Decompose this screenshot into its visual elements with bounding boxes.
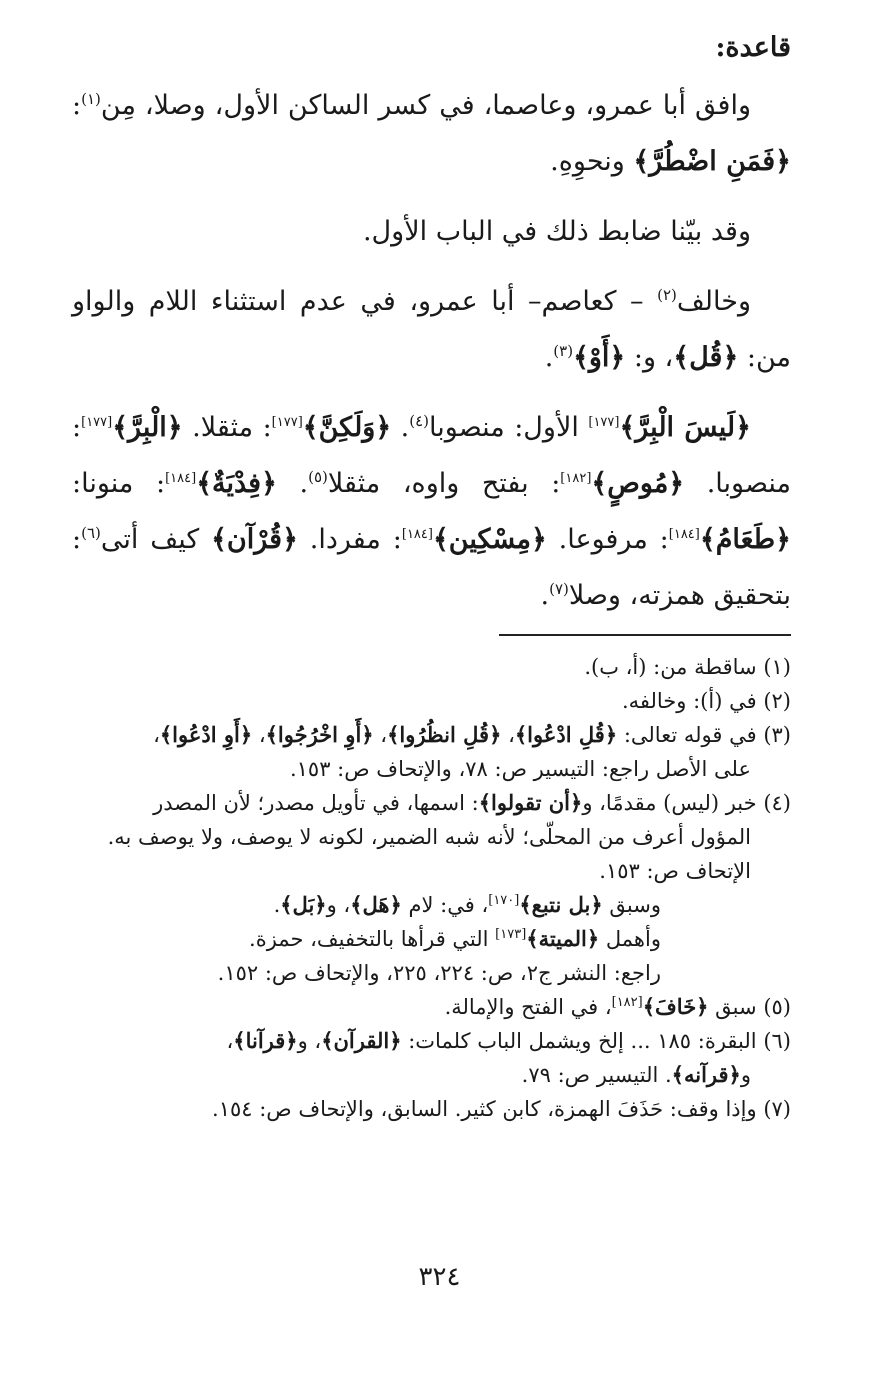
quran-quote: ﴿قُرْآن﴾ bbox=[211, 524, 298, 555]
footnote-text: وإذا وقف: حَذَفَ الهمزة، كابن كثير. السابق، والإتحاف ص: ١٥٤. bbox=[212, 1097, 757, 1121]
footnote-text: ساقطة من: (أ، ب). bbox=[584, 655, 757, 679]
footnote-6-line-2 bbox=[72, 1058, 791, 1092]
footnote-text: وأهمل bbox=[605, 927, 661, 951]
paragraph-2: وقد بيّنا ضابط ذلك في الباب الأول. bbox=[362, 216, 751, 247]
quran-quote: ﴿مِسْكِين﴾ bbox=[432, 524, 547, 555]
footnote-2 bbox=[72, 684, 791, 718]
footnote-ref-5[interactable]: (٥) bbox=[308, 468, 328, 486]
footnote-text: سبق bbox=[715, 995, 757, 1019]
paragraph-text: وخالف bbox=[676, 286, 751, 317]
paragraph-text: كيف أتى bbox=[100, 524, 200, 555]
footnote-7 bbox=[72, 1092, 791, 1126]
footnotes bbox=[72, 650, 791, 1126]
footnote-number: (٦) bbox=[763, 1029, 791, 1053]
quran-quote: ﴿مُوصٍ﴾ bbox=[591, 468, 685, 499]
paragraph-text: . bbox=[299, 468, 309, 499]
quran-quote: ﴿قرآنا﴾ bbox=[233, 1028, 298, 1053]
paragraph-3 bbox=[72, 274, 791, 386]
paragraph-text: : بفتح واوه، مثقلا bbox=[327, 468, 561, 499]
verse-number: [١٨٤] bbox=[668, 527, 700, 542]
footnote-ref-7[interactable]: (٧) bbox=[549, 580, 569, 598]
footnote-text: في (أ): وخالفه. bbox=[621, 689, 757, 713]
footnote-4-line-2: المؤول أعرف من المحلّى؛ لأنه شبه الضمير، لكونه لا يوصف، ولا يوصف به. bbox=[107, 825, 751, 849]
footnote-text: ، و bbox=[326, 893, 351, 917]
footnote-text: ، bbox=[226, 1029, 234, 1053]
footnote-5 bbox=[72, 990, 791, 1024]
footnote-number: (٥) bbox=[763, 995, 791, 1019]
quran-quote: ﴿هَل﴾ bbox=[350, 892, 402, 917]
verse-number: [١٨٢] bbox=[560, 471, 592, 486]
paragraph-text: : بتحقيق همزته، وصلا bbox=[72, 524, 791, 611]
footnote-4 bbox=[72, 786, 791, 820]
footnote-text: . bbox=[273, 893, 281, 917]
footnote-3 bbox=[72, 718, 791, 752]
footnote-3-line-2: على الأصل راجع: التيسير ص: ٧٨، والإتحاف ص: ١٥٣. bbox=[289, 757, 751, 781]
footnote-text: : اسمها، في تأويل مصدر؛ لأن المصدر bbox=[153, 791, 479, 815]
footnote-text: و bbox=[740, 1063, 751, 1087]
footnote-ref-1[interactable]: (١) bbox=[81, 90, 101, 108]
footnote-4-line-3: الإتحاف ص: ١٥٣. bbox=[599, 859, 751, 883]
quran-quote: ﴿قُلِ ادْعُوا﴾ bbox=[514, 722, 618, 747]
quran-quote: ﴿أَوِ ادْعُوا﴾ bbox=[159, 722, 253, 747]
quran-quote: ﴿قُل﴾ bbox=[673, 342, 739, 373]
verse-number: [١٧٣] bbox=[495, 927, 527, 942]
footnote-number: (٣) bbox=[763, 723, 791, 747]
footnote-divider bbox=[499, 634, 791, 636]
footnote-text: ، bbox=[508, 723, 515, 747]
footnote-text: ، bbox=[153, 723, 160, 747]
paragraph-text: : مفردا. bbox=[309, 524, 402, 555]
verse-number: [١٨٤] bbox=[401, 527, 433, 542]
footnote-text: وسبق bbox=[609, 893, 661, 917]
quran-quote: ﴿أَوْ﴾ bbox=[573, 342, 626, 373]
footnote-ref-2[interactable]: (٢) bbox=[657, 286, 677, 304]
quran-quote: ﴿أَوِ اخْرُجُوا﴾ bbox=[265, 722, 374, 747]
paragraph-text: ، و: bbox=[633, 342, 674, 373]
footnote-text: في قوله تعالى: bbox=[623, 723, 757, 747]
paragraph-1 bbox=[72, 78, 791, 190]
footnote-text: ، bbox=[258, 723, 266, 747]
footnote-text: خبر (ليس) مقدمًا، و bbox=[582, 791, 757, 815]
page-body bbox=[72, 28, 791, 1126]
footnote-ref-4[interactable]: (٤) bbox=[409, 412, 430, 430]
verse-number: [١٧٧] bbox=[588, 415, 620, 430]
footnote-text: البقرة: ١٨٥ ... إلخ ويشمل الباب كلمات: bbox=[408, 1029, 757, 1053]
quran-quote: ﴿فَمَنِ اضْطُرَّ﴾ bbox=[633, 146, 791, 177]
quran-quote: ﴿قرآنه﴾ bbox=[671, 1062, 741, 1087]
footnote-text: ، في الفتح والإمالة. bbox=[444, 995, 612, 1019]
footnote-text: ، bbox=[380, 723, 388, 747]
paragraph-text: : منصوبا. bbox=[72, 412, 791, 499]
verse-number: [١٨٤] bbox=[165, 471, 197, 486]
paragraph-text: . bbox=[544, 342, 554, 373]
footnote-4-line-6: راجع: النشر ج٢، ص: ٢٢٤، ٢٢٥، والإتحاف ص: ١٥٢. bbox=[217, 961, 661, 985]
quran-quote: ﴿طَعَامُ﴾ bbox=[699, 524, 791, 555]
section-heading: قاعدة: bbox=[715, 32, 791, 63]
footnote-text: ، في: لام bbox=[408, 893, 489, 917]
quran-quote: ﴿بَل﴾ bbox=[280, 892, 327, 917]
paragraph-text: . bbox=[540, 580, 550, 611]
paragraph-text: – كعاصم– أبا عمرو، في عدم استثناء اللام والواو من: bbox=[72, 286, 791, 373]
quran-quote: ﴿الْبِرَّ﴾ bbox=[112, 412, 183, 443]
footnote-6 bbox=[72, 1024, 791, 1058]
quran-quote: ﴿قُلِ انظُرُوا﴾ bbox=[387, 722, 502, 747]
footnote-number: (٧) bbox=[763, 1097, 791, 1121]
quran-quote: ﴿لَيسَ الْبِرَّ﴾ bbox=[619, 412, 751, 443]
verse-number: [١٧٧] bbox=[81, 415, 113, 430]
paragraph-text: . bbox=[400, 412, 410, 443]
quran-quote: ﴿فِدْيَةٌ﴾ bbox=[196, 468, 277, 499]
quran-quote: ﴿الميتة﴾ bbox=[526, 926, 600, 951]
paragraph-text: : bbox=[72, 90, 82, 121]
footnote-number: (١) bbox=[763, 655, 791, 679]
verse-number: [١٨٢] bbox=[611, 995, 643, 1010]
verse-number: [١٧٠] bbox=[488, 893, 520, 908]
footnote-1 bbox=[72, 650, 791, 684]
paragraph-4 bbox=[72, 400, 791, 624]
quran-quote: ﴿القرآن﴾ bbox=[321, 1028, 402, 1053]
footnote-text: التي قرأها بالتخفيف، حمزة. bbox=[249, 927, 489, 951]
footnote-text: . التيسير ص: ٧٩. bbox=[521, 1063, 672, 1087]
footnote-4-line-4 bbox=[72, 888, 791, 922]
paragraph-text: الأول: منصوبا bbox=[429, 412, 579, 443]
verse-number: [١٧٧] bbox=[271, 415, 303, 430]
footnote-ref-6[interactable]: (٦) bbox=[81, 524, 101, 542]
paragraph-text: : منونا: bbox=[72, 468, 166, 499]
quran-quote: ﴿خَافَ﴾ bbox=[642, 994, 709, 1019]
footnote-number: (٢) bbox=[763, 689, 791, 713]
footnote-ref-3[interactable]: (٣) bbox=[553, 342, 574, 360]
page-number: ٣٢٤ bbox=[418, 1262, 461, 1292]
paragraph-text: : مثقلا. bbox=[192, 412, 272, 443]
paragraph-text: وافق أبا عمرو، وعاصما، في كسر الساكن الأول، وصلا، مِن bbox=[100, 90, 751, 121]
quran-quote: ﴿وَلَكِنَّ﴾ bbox=[302, 412, 392, 443]
paragraph-text: ونحوِهِ. bbox=[550, 146, 625, 177]
quran-quote: ﴿بل نتبع﴾ bbox=[519, 892, 603, 917]
footnote-number: (٤) bbox=[763, 791, 791, 815]
quran-quote: ﴿أن تقولوا﴾ bbox=[478, 790, 583, 815]
footnote-4-line-5 bbox=[72, 922, 791, 956]
footnote-text: ، و bbox=[297, 1029, 322, 1053]
paragraph-text: : مرفوعا. bbox=[558, 524, 669, 555]
